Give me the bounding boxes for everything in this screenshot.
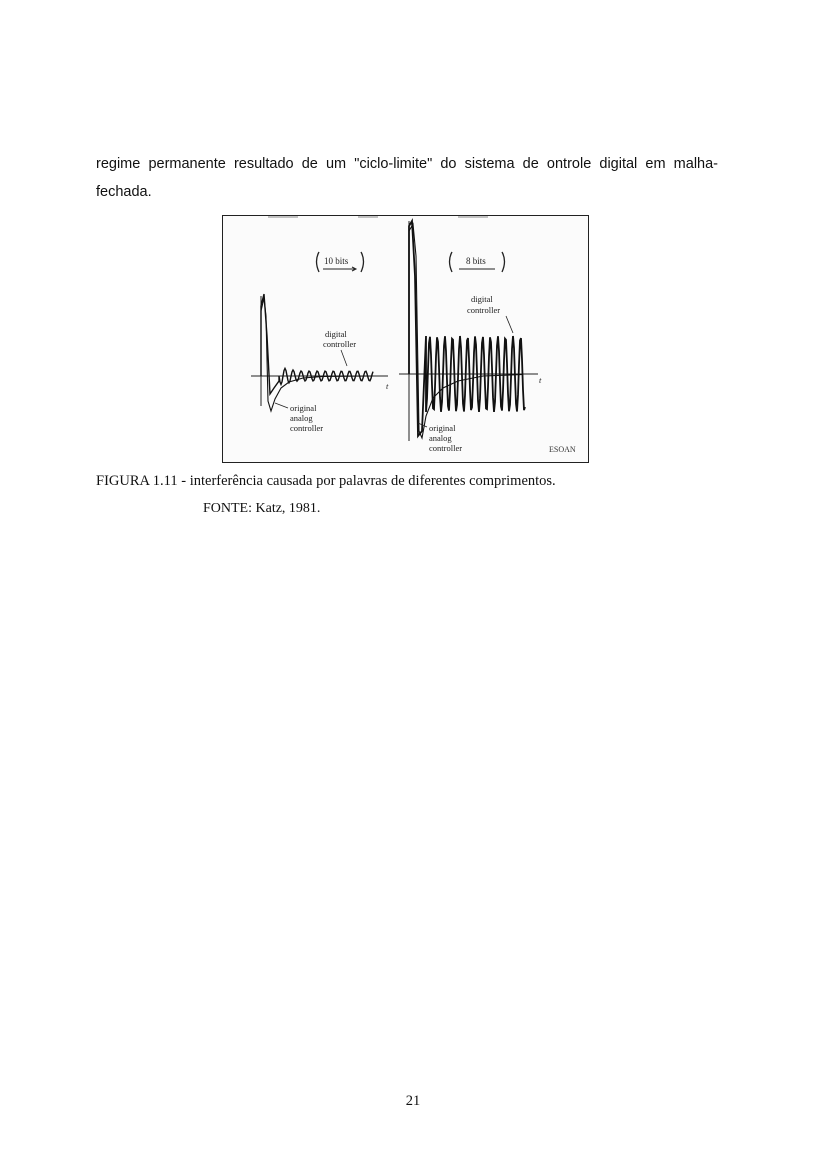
left-analog-pointer <box>275 403 288 408</box>
right-tag-paren-close <box>502 252 505 272</box>
left-label-analog-1: original <box>290 403 317 413</box>
right-panel <box>399 221 542 453</box>
left-tag-paren-close <box>361 252 364 272</box>
figure-1-11 <box>222 215 589 463</box>
left-tag-paren-open <box>317 252 320 272</box>
artist-signature: ESOAN <box>549 445 576 454</box>
figure-caption: FIGURA 1.11 - interferência causada por palavras de diferentes comprimentos. <box>96 473 556 489</box>
left-digital-curve <box>261 294 373 394</box>
left-label-analog-3: controller <box>290 423 324 433</box>
left-digital-pointer <box>341 350 347 366</box>
right-label-digital-2: controller <box>467 305 501 315</box>
left-axis-label: t <box>386 381 389 391</box>
right-label-analog-3: controller <box>429 443 463 453</box>
left-label-digital-2: controller <box>323 339 357 349</box>
body-paragraph: regime permanente resultado de um "ciclo-limite" do sistema de ontrole digital em malha-fechada. <box>96 156 718 200</box>
right-label-analog-2: analog <box>429 433 452 443</box>
right-tag-text: 8 bits <box>466 256 486 266</box>
left-label-analog-2: analog <box>290 413 313 423</box>
left-tag-text: 10 bits <box>324 256 349 266</box>
right-digital-curve <box>409 221 525 436</box>
right-tag-paren-open <box>450 252 453 272</box>
right-axis-label: t <box>539 375 542 385</box>
left-panel <box>251 252 389 433</box>
page-number: 21 <box>405 1093 421 1109</box>
right-label-digital-1: digital <box>471 294 493 304</box>
left-label-digital-1: digital <box>325 329 347 339</box>
right-digital-pointer <box>506 316 513 333</box>
left-analog-curve <box>261 298 373 411</box>
figure-source: FONTE: Katz, 1981. <box>203 501 321 516</box>
figure-plot <box>223 216 588 462</box>
right-label-analog-1: original <box>429 423 456 433</box>
